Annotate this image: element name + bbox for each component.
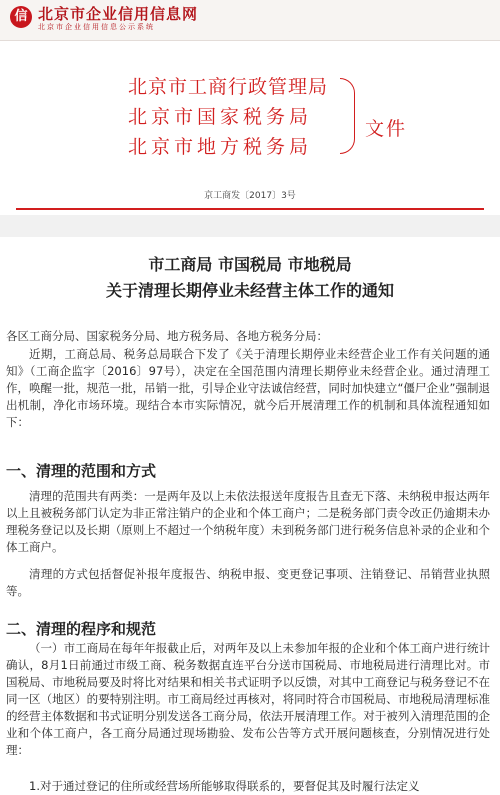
letterhead-org-2: 北京市国家税务局 — [128, 106, 313, 128]
document-number: 京工商发〔2017〕3号 — [204, 191, 296, 201]
section-gap — [0, 215, 500, 237]
paragraph-2: 清理的范围共有两类：一是两年及以上未依法报送年度报告且查无下落、未纳税申报达两年以上且被税务部门认定为非正常注销户的企业和个体工商户；二是税务部门责令改正仍逾期未办理税务登记以及长期（原则上不超过一个纳税年度）未到税务部门进行税务信息补录的企业和个体工商户。 — [6, 489, 490, 554]
letterhead-org-1: 北京市工商行政管理局 — [128, 76, 329, 98]
notice-title-line1: 市工商局 市国税局 市地税局 — [148, 255, 352, 274]
section-heading-2: 二、清理的程序和规范 — [6, 620, 157, 638]
salutation: 各区工商分局、国家税务分局、地方税务局、各地方税务分局： — [6, 329, 328, 343]
letterhead-bracket — [340, 78, 355, 154]
letterhead-org-3: 北京市地方税务局 — [128, 136, 313, 158]
site-logo: 信 — [10, 6, 32, 28]
section-heading-1: 一、清理的范围和方式 — [6, 462, 157, 480]
red-divider — [16, 208, 484, 210]
paragraph-5: 1.对于通过登记的住所或经营场所能够取得联系的，要督促其及时履行法定义 — [29, 779, 420, 793]
site-header — [0, 0, 500, 41]
site-subtitle: 北京市企业信用信息公示系统 — [38, 23, 155, 31]
paragraph-3: 清理的方式包括督促补报年度报告、纳税申报、变更登记事项、注销登记、吊销营业执照等。 — [6, 567, 490, 598]
notice-title-line2: 关于清理长期停业未经营主体工作的通知 — [105, 281, 394, 300]
letterhead-wenjian: 文件 — [365, 118, 408, 140]
site-title: 北京市企业信用信息网 — [38, 5, 199, 23]
paragraph-4: （一）市工商局在每年年报截止后，对两年及以上未参加年报的企业和个体工商户进行统计确认，8月1日前通过市级工商、税务数据直连平台分送市国税局、市地税局进行清理比对。市国税局、市地税局要及时将比对结果和相关书式证明予以反馈，对其中工商登记与税务登记不在同一区（地区）的要特别注明。市工商局经过再核对，将同时符合市国税局、市地税局清理标准的经营主体数据和书式证明分别发送各工商分局，依法开展清理工作。对于被列入清理范围的企业和个体工商户，各工商分局通过现场勘验、发布公告等方式开展问题核查，分别情况进行处理： — [6, 641, 490, 757]
paragraph-1: 近期，工商总局、税务总局联合下发了《关于清理长期停业未经营企业工作有关问题的通知》（工商企监字〔2016〕97号），决定在全国范围内清理长期停业未经营企业。通过清理工作，唤醒一批，规范一批，吊销一批，引导企业守法诚信经营，同时加快建立“僵尸企业”强制退出机制，净化市场环境。现结合本市实际情况，就今后开展清理工作的机制和具体流程通知如下： — [6, 347, 490, 429]
